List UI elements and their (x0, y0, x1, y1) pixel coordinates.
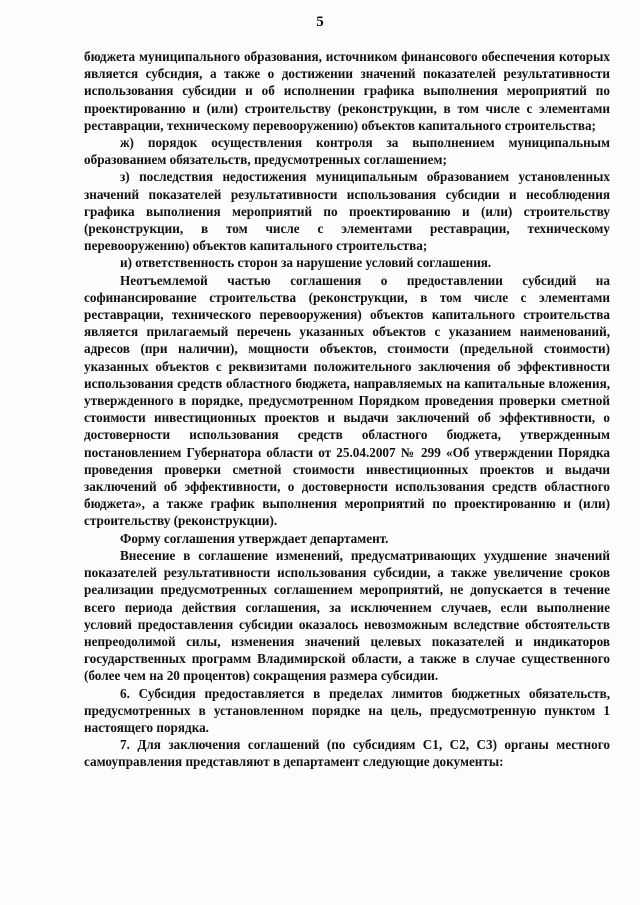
paragraph-item-i: и) ответственность сторон за нарушение условий соглашения. (120, 255, 492, 271)
paragraph-item-z: з) последствия недостижения муниципальным образованием установленных значений показателей результативности использования субсидии и несоблюдения графика выполнения мероприятий по проектированию и (или) строительству (реконструкции, в том числе с элементами реставрации, техническому перевооружению) объектов капитального строительства; (84, 169, 610, 254)
page-number: 5 (316, 14, 324, 30)
paragraph-clause-6: 6. Субсидия предоставляется в пределах лимитов бюджетных обязательств, предусмотренных в установленном порядке на цель, предусмотренную пунктом 1 настоящего порядка. (84, 685, 610, 735)
paragraph-amendments: Внесение в соглашение изменений, предусматривающих ухудшение значений показателей результативности использования субсидии, а также увеличение сроков реализации предусмотренных соглашением мероприятий, не допускается в течение всего периода действия соглашения, за исключением случаев, если выполнение условий предоставления субсидии оказалось невозможным вследствие обстоятельств непреодолимой силы, изменения значений целевых показателей и индикаторов государственных программ Владимирской области, а также в случае существенного (более чем на 20 процентов) сокращения размера субсидии. (84, 547, 610, 684)
paragraph-clause-7: 7. Для заключения соглашений (по субсидиям С1, С2, С3) органы местного самоуправления представляют в департамент следующие документы: (84, 737, 610, 770)
paragraph-agreement-form: Форму соглашения утверждает департамент. (120, 530, 389, 546)
document-body (84, 48, 610, 771)
paragraph-budget-continuation: бюджета муниципального образования, источником финансового обеспечения которых является субсидия, а также о достижении значений показателей результативности использования субсидии и об исполнении графика выполнения мероприятий по проектированию и (или) строительству (реконструкции, в том числе с элементами реставрации, техническому перевооружению) объектов капитального строительства; (84, 49, 610, 133)
paragraph-object-list: Неотъемлемой частью соглашения о предоставлении субсидий на софинансирование строительства (реконструкции, в том числе с элементами реставрации, технического перевооружения) объектов капитального строительства является прилагаемый перечень указанных объектов с указанием наименований, адресов (при наличии), мощности объектов, стоимости (предельной стоимости) указанных объектов с реквизитами положительного заключения об эффективности использования средств областного бюджета, направляемых на капитальные вложения, утвержденного в порядке, предусмотренном Порядком проведения проверки сметной стоимости инвестиционных проектов и выдачи заключений об эффективности, о достоверности использования средств областного бюджета, утвержденным постановлением Губернатора области от 25.04.2007 № 299 «Об утверждении Порядка проведения проверки сметной стоимости инвестиционных проектов и выдачи заключений об эффективности, о достоверности использования средств областного бюджета», а также график выполнения мероприятий по проектированию и (или) строительству (реконструкции). (84, 272, 610, 529)
paragraph-item-zh: ж) порядок осуществления контроля за выполнением муниципальным образованием обязательств, предусмотренных соглашением; (84, 135, 610, 168)
